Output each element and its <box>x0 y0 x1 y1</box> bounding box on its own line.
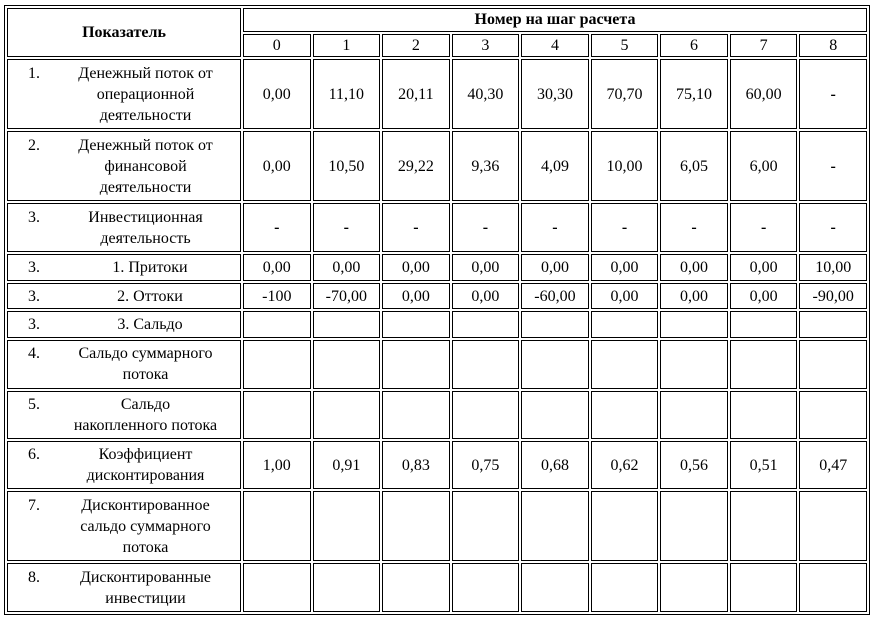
cashflow-table <box>4 5 870 615</box>
value-cell-step-5 <box>591 563 659 612</box>
header-step-2: 2 <box>382 34 450 58</box>
value-cell-step-0: 1,00 <box>243 441 311 489</box>
row-label-text <box>53 343 238 385</box>
value-cell-step-0: -100 <box>243 283 311 310</box>
row-number: 4. <box>28 345 40 363</box>
value-cell-step-6 <box>660 491 728 561</box>
table-row <box>7 441 867 489</box>
value-cell-step-5: 0,00 <box>591 283 659 310</box>
row-number: 3. <box>28 287 40 305</box>
value-cell-step-8 <box>799 391 867 439</box>
value-cell-step-2 <box>382 311 450 338</box>
value-cell-step-4: 30,30 <box>521 59 589 129</box>
row-label-line: потока <box>122 366 169 384</box>
value-cell-step-8 <box>799 340 867 388</box>
value-cell-step-4: 4,09 <box>521 131 589 201</box>
value-cell-step-7 <box>730 563 798 612</box>
value-cell-step-0: 0,00 <box>243 131 311 201</box>
value-cell-step-2 <box>382 491 450 561</box>
row-label-line: Дисконтированные <box>79 568 212 586</box>
table-row <box>7 131 867 201</box>
row-label <box>7 203 241 251</box>
row-label-wrap <box>10 63 238 126</box>
header-step-1: 1 <box>313 34 381 58</box>
table-body <box>7 8 867 612</box>
value-cell-step-4 <box>521 311 589 338</box>
value-cell-step-4 <box>521 491 589 561</box>
table-row <box>7 391 867 439</box>
row-number: 1. <box>28 64 40 82</box>
value-cell-step-4: 0,68 <box>521 441 589 489</box>
value-cell-step-3 <box>452 491 520 561</box>
value-cell-step-5 <box>591 340 659 388</box>
row-label-line: накопленного потока <box>73 416 218 434</box>
row-number: 7. <box>28 496 40 514</box>
row-label-wrap <box>10 286 238 307</box>
table-row <box>7 203 867 251</box>
row-label-line: Денежный поток от <box>78 64 213 82</box>
header-indicator: Показатель <box>7 8 241 57</box>
value-cell-step-5: 10,00 <box>591 131 659 201</box>
table-row <box>7 491 867 561</box>
header-step-0: 0 <box>243 34 311 58</box>
row-number: 6. <box>28 446 40 464</box>
row-sub-label: 2. Оттоки <box>117 287 183 305</box>
value-cell-step-5: 0,00 <box>591 254 659 281</box>
value-cell-step-1 <box>313 491 381 561</box>
table-row <box>7 254 867 281</box>
table-row <box>7 283 867 310</box>
value-cell-step-2: 0,00 <box>382 254 450 281</box>
row-label <box>7 340 241 388</box>
value-cell-step-1 <box>313 340 381 388</box>
row-label <box>7 491 241 561</box>
row-label-line: Сальдо <box>120 395 171 413</box>
row-label-text <box>53 63 238 126</box>
row-sub-label: 3. Сальдо <box>117 316 183 334</box>
value-cell-step-4 <box>521 391 589 439</box>
table-row <box>7 340 867 388</box>
row-label-text <box>53 567 238 609</box>
row-label-wrap <box>10 394 238 436</box>
value-cell-step-8: 10,00 <box>799 254 867 281</box>
row-label-line: Коэффициент <box>98 446 193 464</box>
value-cell-step-8 <box>799 491 867 561</box>
row-label-wrap <box>10 314 238 335</box>
value-cell-step-7: 0,00 <box>730 283 798 310</box>
row-label <box>7 391 241 439</box>
value-cell-step-6: 0,00 <box>660 254 728 281</box>
row-label-wrap <box>10 207 238 249</box>
row-label-text <box>53 394 238 436</box>
row-label-line: операционной <box>96 85 195 103</box>
row-label-line: Сальдо суммарного <box>78 345 213 363</box>
value-cell-step-7 <box>730 340 798 388</box>
value-cell-step-5: 0,62 <box>591 441 659 489</box>
header-step-7: 7 <box>730 34 798 58</box>
value-cell-step-2: - <box>382 203 450 251</box>
value-cell-step-0 <box>243 491 311 561</box>
value-cell-step-1: 0,91 <box>313 441 381 489</box>
value-cell-step-0: 0,00 <box>243 254 311 281</box>
value-cell-step-3: 0,00 <box>452 283 520 310</box>
value-cell-step-6 <box>660 391 728 439</box>
value-cell-step-0 <box>243 391 311 439</box>
table-row <box>7 311 867 338</box>
value-cell-step-7: 6,00 <box>730 131 798 201</box>
row-label-text <box>53 207 238 249</box>
row-label-line: дисконтирования <box>86 467 205 485</box>
value-cell-step-6 <box>660 311 728 338</box>
header-step-8: 8 <box>799 34 867 58</box>
value-cell-step-0: - <box>243 203 311 251</box>
row-label-wrap <box>10 257 238 278</box>
row-label-wrap <box>10 567 238 609</box>
value-cell-step-7 <box>730 491 798 561</box>
value-cell-step-7: - <box>730 203 798 251</box>
header-step-5: 5 <box>591 34 659 58</box>
row-label-text <box>53 444 238 486</box>
value-cell-step-4: 0,00 <box>521 254 589 281</box>
value-cell-step-5 <box>591 391 659 439</box>
row-label <box>7 59 241 129</box>
value-cell-step-3: 0,75 <box>452 441 520 489</box>
value-cell-step-6: 0,56 <box>660 441 728 489</box>
value-cell-step-6 <box>660 340 728 388</box>
value-cell-step-1 <box>313 391 381 439</box>
value-cell-step-6 <box>660 563 728 612</box>
value-cell-step-3 <box>452 340 520 388</box>
value-cell-step-7 <box>730 391 798 439</box>
value-cell-step-1: 11,10 <box>313 59 381 129</box>
row-label-line: деятельности <box>99 106 192 124</box>
value-cell-step-0 <box>243 563 311 612</box>
value-cell-step-7: 0,51 <box>730 441 798 489</box>
row-label-wrap <box>10 135 238 198</box>
value-cell-step-1: - <box>313 203 381 251</box>
value-cell-step-1: -70,00 <box>313 283 381 310</box>
row-label-line: Денежный поток от <box>78 136 213 154</box>
row-label-line: сальдо суммарного <box>80 517 211 535</box>
header-step-4: 4 <box>521 34 589 58</box>
row-sub-label: 1. Притоки <box>112 258 188 276</box>
row-label <box>7 441 241 489</box>
header-step-3: 3 <box>452 34 520 58</box>
value-cell-step-4 <box>521 340 589 388</box>
value-cell-step-3: 0,00 <box>452 254 520 281</box>
value-cell-step-4: -60,00 <box>521 283 589 310</box>
value-cell-step-8 <box>799 563 867 612</box>
row-label-wrap <box>10 444 238 486</box>
row-label-line: деятельность <box>100 229 191 247</box>
value-cell-step-8: -90,00 <box>799 283 867 310</box>
row-number: 2. <box>28 136 40 154</box>
value-cell-step-1 <box>313 311 381 338</box>
value-cell-step-8: - <box>799 59 867 129</box>
row-label <box>7 563 241 612</box>
value-cell-step-1: 0,00 <box>313 254 381 281</box>
value-cell-step-6: 75,10 <box>660 59 728 129</box>
row-label <box>7 283 241 310</box>
value-cell-step-6: - <box>660 203 728 251</box>
value-cell-step-7: 60,00 <box>730 59 798 129</box>
value-cell-step-3: - <box>452 203 520 251</box>
value-cell-step-2: 20,11 <box>382 59 450 129</box>
table-row <box>7 59 867 129</box>
header-step-6: 6 <box>660 34 728 58</box>
value-cell-step-6: 0,00 <box>660 283 728 310</box>
value-cell-step-5 <box>591 491 659 561</box>
row-number: 3. <box>28 316 40 334</box>
value-cell-step-3 <box>452 563 520 612</box>
value-cell-step-0 <box>243 340 311 388</box>
value-cell-step-2 <box>382 340 450 388</box>
value-cell-step-3 <box>452 391 520 439</box>
row-number: 5. <box>28 395 40 413</box>
value-cell-step-2: 0,83 <box>382 441 450 489</box>
row-number: 3. <box>28 258 40 276</box>
value-cell-step-8: - <box>799 131 867 201</box>
row-label <box>7 254 241 281</box>
value-cell-step-1 <box>313 563 381 612</box>
value-cell-step-0: 0,00 <box>243 59 311 129</box>
value-cell-step-7: 0,00 <box>730 254 798 281</box>
value-cell-step-8 <box>799 311 867 338</box>
table-row <box>7 563 867 612</box>
row-label-line: финансовой <box>104 157 187 175</box>
value-cell-step-2: 0,00 <box>382 283 450 310</box>
value-cell-step-2: 29,22 <box>382 131 450 201</box>
row-number: 8. <box>28 568 40 586</box>
value-cell-step-3: 40,30 <box>452 59 520 129</box>
row-label-wrap <box>10 343 238 385</box>
row-label-line: Дисконтированное <box>81 496 210 514</box>
value-cell-step-4 <box>521 563 589 612</box>
value-cell-step-3 <box>452 311 520 338</box>
row-label-line: Инвестиционная <box>88 208 203 226</box>
row-label-line: деятельности <box>99 178 192 196</box>
value-cell-step-3: 9,36 <box>452 131 520 201</box>
row-label-line: потока <box>122 538 169 556</box>
value-cell-step-4: - <box>521 203 589 251</box>
row-label <box>7 311 241 338</box>
row-label-wrap <box>10 495 238 558</box>
value-cell-step-5: - <box>591 203 659 251</box>
row-number: 3. <box>28 208 40 226</box>
row-label <box>7 131 241 201</box>
value-cell-step-1: 10,50 <box>313 131 381 201</box>
value-cell-step-6: 6,05 <box>660 131 728 201</box>
value-cell-step-5: 70,70 <box>591 59 659 129</box>
value-cell-step-8: - <box>799 203 867 251</box>
value-cell-step-0 <box>243 311 311 338</box>
row-label-line: инвестиции <box>105 589 186 607</box>
value-cell-step-7 <box>730 311 798 338</box>
value-cell-step-8: 0,47 <box>799 441 867 489</box>
header-row-1 <box>7 8 867 32</box>
row-label-text <box>53 135 238 198</box>
value-cell-step-2 <box>382 391 450 439</box>
value-cell-step-2 <box>382 563 450 612</box>
value-cell-step-5 <box>591 311 659 338</box>
row-label-text <box>53 495 238 558</box>
header-step-group: Номер на шаг расчета <box>243 8 867 32</box>
